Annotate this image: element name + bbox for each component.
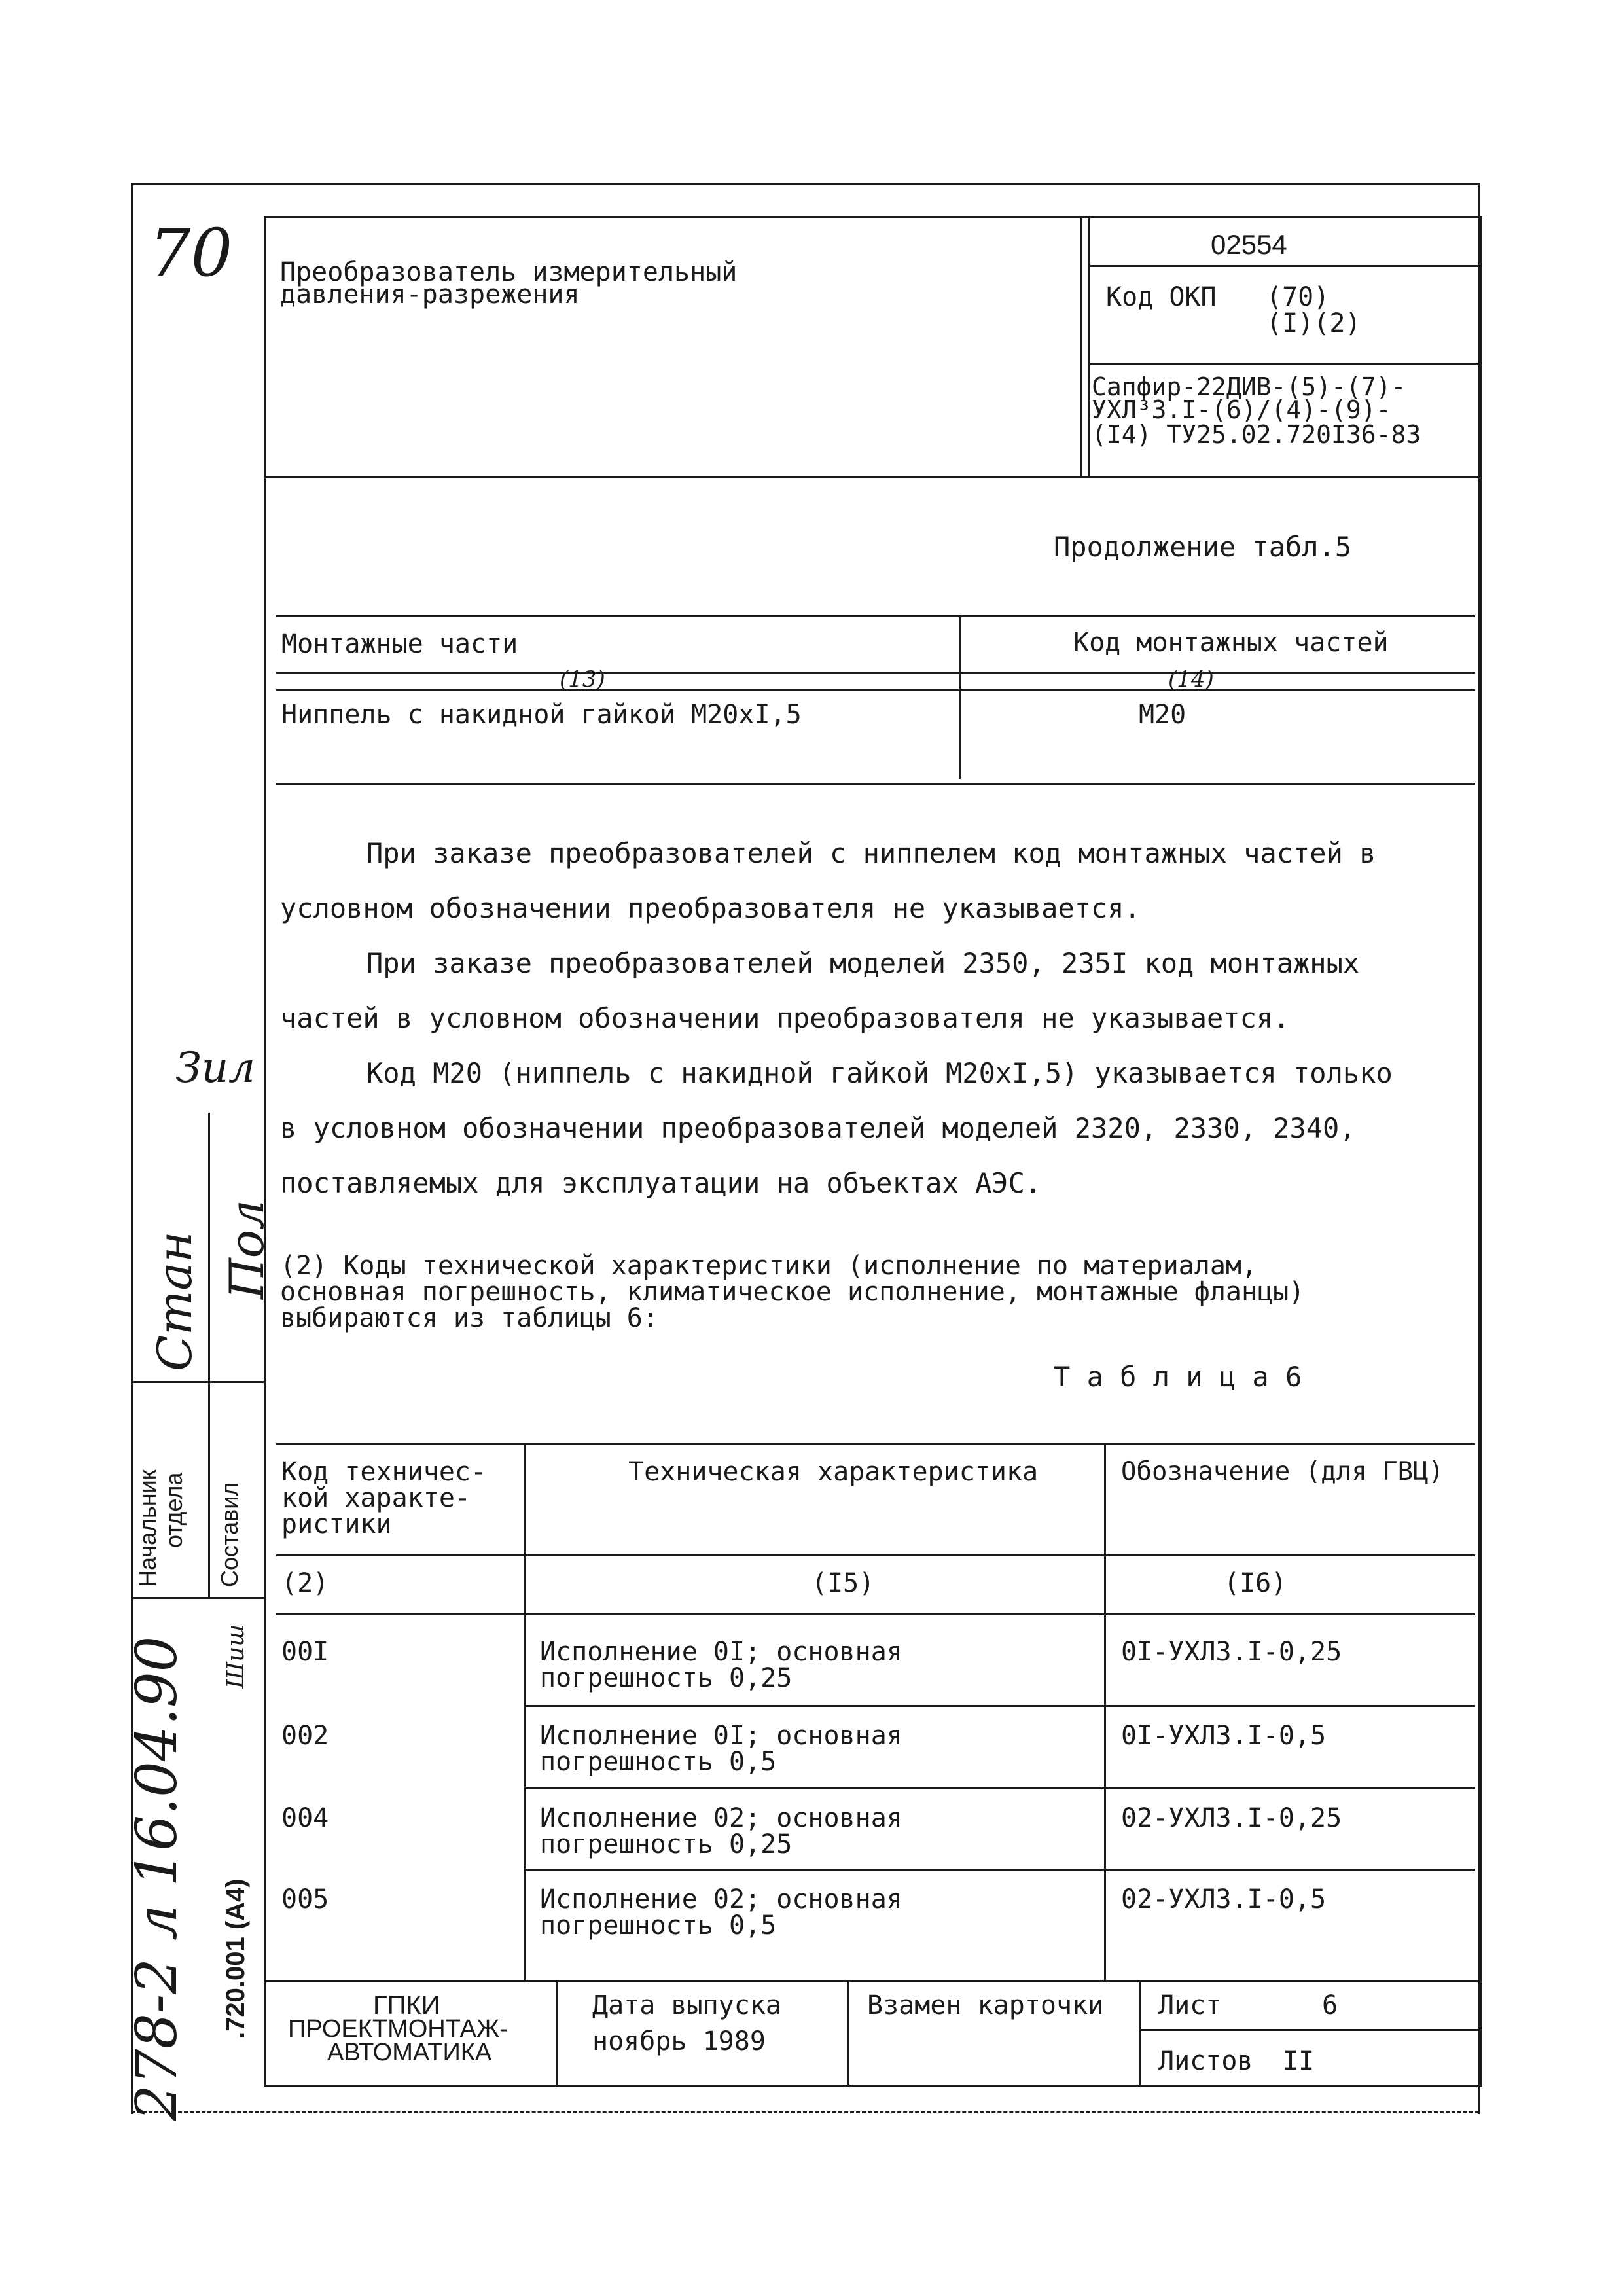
footer-org-line3: АВТОМАТИКА (327, 2039, 492, 2066)
small-signature: Шиш (223, 1624, 249, 1689)
okp-underline (1088, 363, 1481, 365)
header-divider-vertical-2 (1088, 216, 1090, 478)
form-code: .720.001 (А4) (221, 1878, 250, 2039)
table6-index-2: (I5) (812, 1568, 875, 1598)
footer-vline-1 (556, 1980, 558, 2087)
side-block-top (131, 1381, 264, 1383)
side-head-label-line1: Начальник (134, 1469, 161, 1587)
note2-line1: (2) Коды технической характеристики (исполнение по материалам, (280, 1251, 1258, 1281)
table-row-3-desc1: Исполнение 02; основная (540, 1803, 902, 1833)
table-row-1-desc1: Исполнение 0I; основная (540, 1637, 902, 1667)
table5-index-2: (14) (1168, 666, 1214, 692)
para-1-line2: условном обозначении преобразователя не указывается. (280, 892, 1141, 924)
side-block-divider (208, 1381, 210, 1597)
table6-vline-2 (1104, 1443, 1106, 1980)
table6-index-1: (2) (281, 1568, 329, 1598)
side-compiled-label: Составил (216, 1482, 243, 1587)
table-row-1-code: 00I (281, 1637, 329, 1667)
table-row-4-desc1: Исполнение 02; основная (540, 1884, 902, 1914)
footer-org-line2: ПРОЕКТМОНТАЖ- (288, 2015, 508, 2043)
footer-vline-2 (847, 1980, 849, 2087)
table-row-3-desc2: погрешность 0,25 (540, 1829, 793, 1859)
side-block-bottom (131, 1597, 264, 1599)
header-divider-vertical (1080, 216, 1082, 478)
okp-code-1: (70) (1266, 282, 1330, 312)
para-1-line1: При заказе преобразователей с ниппелем код монтажных частей в (366, 837, 1376, 869)
table6-col3-header: Обозначение (для ГВЦ) (1121, 1457, 1444, 1486)
footer-replaces-label: Взамен карточки (867, 1990, 1104, 2020)
table5-index-1: (13) (560, 666, 605, 692)
footer-sheet-divider (1139, 2029, 1482, 2031)
table6-col1-header-2: кой характе- (281, 1483, 471, 1513)
side-head-label-line2: отдела (160, 1472, 187, 1548)
table-row-4-code: 005 (281, 1884, 329, 1914)
para-2-line1: При заказе преобразователей моделей 2350, 235I код монтажных (366, 947, 1360, 979)
table6-index-3: (I6) (1224, 1568, 1287, 1598)
footer-sheet-label: Лист (1158, 1990, 1222, 2020)
table-row-3-designation: 02-УХЛ3.I-0,25 (1121, 1803, 1342, 1833)
table6-top (276, 1443, 1475, 1445)
table-row-3-code: 004 (281, 1803, 329, 1833)
footer-vline-3 (1139, 1980, 1141, 2087)
continuation-heading: Продолжение табл.5 (1054, 531, 1352, 563)
signature-2: Пол (219, 1200, 274, 1299)
table5-top (276, 615, 1475, 617)
header-bottom-line (264, 476, 1482, 478)
side-line-1 (208, 1113, 210, 1388)
table-row-2-desc2: погрешность 0,5 (540, 1747, 777, 1777)
okp-code-2: (I)(2) (1266, 308, 1361, 338)
document-registration: 278-2 л 16.04.90 (124, 1636, 190, 2121)
top-border (131, 183, 1479, 185)
product-name-line2: давления-разрежения (280, 279, 580, 310)
table-row-2-designation: 0I-УХЛ3.I-0,5 (1121, 1721, 1327, 1751)
para-3-line2: в условном обозначении преобразователей моделей 2320, 2330, 2340, (280, 1112, 1356, 1144)
okp-label: Код ОКП (1106, 282, 1217, 312)
code-underline (1088, 265, 1481, 267)
table-row-1-designation: 0I-УХЛ3.I-0,25 (1121, 1637, 1342, 1667)
designation-line1: Сапфир-22ДИВ-(5)-(7)- (1092, 372, 1406, 401)
table5-col-divider (959, 615, 961, 779)
footer-top-line (264, 1980, 1482, 1982)
footer-org-line1: ГПКИ (373, 1991, 440, 2020)
footer-issue-label: Дата выпуска (592, 1990, 781, 2020)
table5-row-code: М20 (1139, 700, 1186, 730)
table6-row-line-1 (524, 1705, 1475, 1707)
table5-col1-header: Монтажные части (281, 629, 518, 659)
table6-index-line (276, 1613, 1475, 1615)
designation-line3: (I4) ТУ25.02.720I36-83 (1092, 420, 1421, 449)
signature-1: Зил (175, 1044, 255, 1092)
footer-sheets-label: Листов (1158, 2046, 1253, 2076)
product-code: 02554 (1211, 229, 1287, 260)
table6-row-line-2 (524, 1787, 1475, 1789)
table5-bottom (276, 783, 1475, 785)
footer-sheets-value: II (1283, 2046, 1315, 2076)
table6-col1-header-3: ристики (281, 1509, 392, 1539)
footer-issue-date: ноябрь 1989 (592, 2026, 766, 2056)
table-row-2-code: 002 (281, 1721, 329, 1751)
product-name-line1: Преобразователь измерительный (280, 257, 738, 287)
note2-line2: основная погрешность, климатическое исполнение, монтажные фланцы) (280, 1277, 1305, 1307)
para-3-line3: поставляемых для эксплуатации на объектах АЭС. (280, 1167, 1042, 1199)
table6-row-line-3 (524, 1869, 1475, 1871)
table6-vline-1 (524, 1443, 526, 1980)
bottom-dashed-border (131, 2111, 1479, 2113)
table-row-2-desc1: Исполнение 0I; основная (540, 1721, 902, 1751)
footer-sheet-value: 6 (1322, 1990, 1338, 2020)
table-row-4-designation: 02-УХЛ3.I-0,5 (1121, 1884, 1327, 1914)
table5-row-part: Ниппель с накидной гайкой М20хI,5 (281, 700, 802, 730)
table-row-4-desc2: погрешность 0,5 (540, 1910, 777, 1941)
designation-line2: УХЛ³3.I-(6)/(4)-(9)- (1092, 395, 1391, 424)
table6-title: Т а б л и ц а 6 (1054, 1361, 1302, 1393)
sheet-number: 70 (149, 215, 233, 291)
para-3-line1: Код М20 (ниппель с накидной гайкой М20хI,5) указывается только (366, 1057, 1393, 1089)
para-2-line2: частей в условном обозначении преобразователя не указывается. (280, 1002, 1290, 1034)
table5-header-line (276, 672, 1475, 674)
note2-line3: выбираются из таблицы 6: (280, 1303, 658, 1333)
table5-index-line (276, 689, 1475, 691)
table6-col1-header-1: Код техничес- (281, 1457, 487, 1487)
table6-header-line (276, 1554, 1475, 1556)
signature-3: Стан (147, 1231, 202, 1371)
table6-col2-header: Техническая характеристика (628, 1457, 1039, 1487)
table-row-1-desc2: погрешность 0,25 (540, 1663, 793, 1693)
table5-col2-header: Код монтажных частей (1073, 628, 1389, 658)
